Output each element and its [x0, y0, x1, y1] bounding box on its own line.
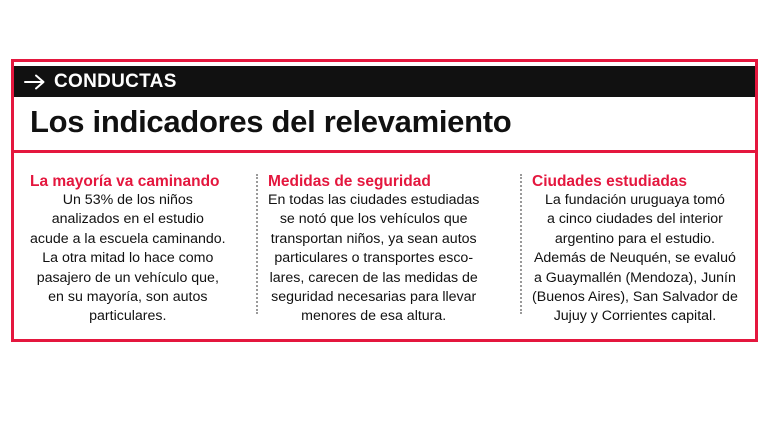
- body-line: analizados en el estudio: [51, 211, 204, 228]
- body-line: menores de esa altura.: [301, 308, 447, 325]
- title-divider: [14, 150, 755, 153]
- body-line: La otra mitad lo hace como: [42, 250, 214, 267]
- column-safety: [268, 172, 479, 327]
- body-line: a cinco ciudades del interior: [546, 211, 723, 228]
- column-divider: [256, 174, 258, 314]
- arrow-right-icon: [24, 73, 46, 91]
- body-line: transportan niños, ya sean autos: [270, 230, 477, 247]
- body-line: Además de Neuquén, se evaluó: [533, 250, 736, 267]
- column-heading: Ciudades estudiadas: [532, 173, 688, 190]
- body-line: a Guaymallén (Mendoza), Junín: [533, 269, 736, 286]
- column-body: [532, 191, 738, 327]
- body-line: particulares o transportes esco-: [274, 250, 474, 267]
- section-bar: [14, 66, 755, 97]
- body-line: particulares.: [89, 308, 167, 325]
- column-walking: [30, 172, 226, 327]
- column-heading: Medidas de seguridad: [268, 173, 431, 190]
- body-line: en su mayoría, son autos: [48, 289, 208, 306]
- body-line: argentino para el estudio.: [554, 230, 715, 247]
- body-line: se notó que los vehículos que: [279, 211, 468, 228]
- body-line: La fundación uruguaya tomó: [545, 192, 725, 208]
- column-divider: [520, 174, 522, 314]
- body-line: lares, carecen de las medidas de: [269, 269, 478, 286]
- body-line: seguridad necesarias para llevar: [271, 289, 477, 306]
- column-heading: La mayoría va caminando: [30, 173, 220, 190]
- body-line: En todas las ciudades estudiadas: [268, 192, 480, 208]
- columns: [14, 172, 755, 332]
- column-body: [30, 191, 226, 327]
- infobox-frame: [11, 59, 758, 342]
- section-label: CONDUCTAS: [54, 70, 177, 92]
- column-cities: [532, 172, 738, 327]
- column-body: [268, 191, 479, 327]
- body-line: Jujuy y Corrientes capital.: [553, 308, 717, 325]
- page-title: Los indicadores del relevamiento: [30, 104, 512, 139]
- body-line: (Buenos Aires), San Salvador de: [532, 289, 738, 306]
- body-line: Un 53% de los niños: [62, 192, 193, 208]
- body-line: pasajero de un vehículo que,: [36, 269, 219, 286]
- body-line: acude a la escuela caminando.: [30, 230, 226, 247]
